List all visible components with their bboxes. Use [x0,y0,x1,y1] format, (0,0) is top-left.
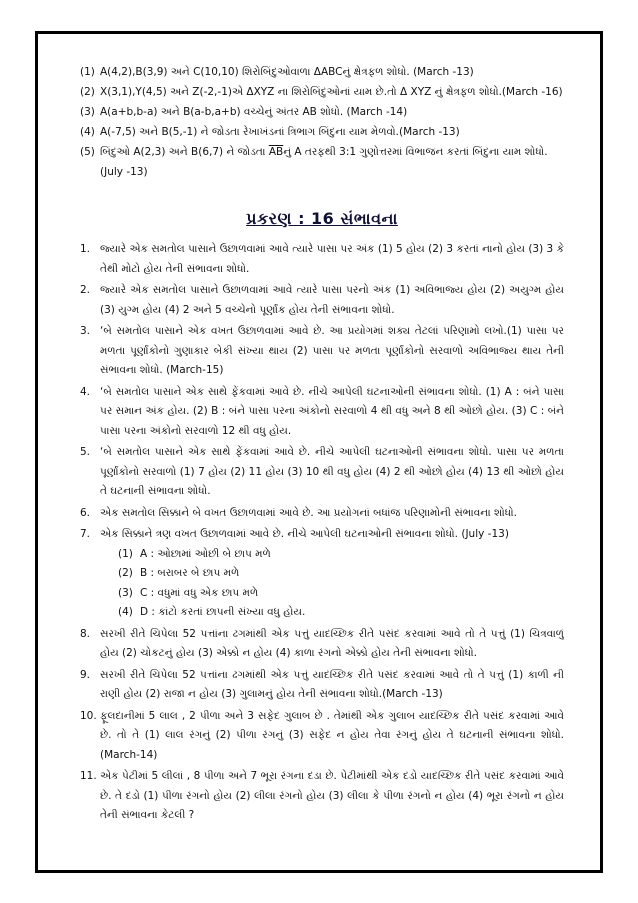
coordinate-question-5 [80,142,564,182]
question-number: 9. [80,668,91,681]
question-11 [80,767,564,826]
question-number: 4. [80,385,91,398]
question-text: A(4,2),B(3,9) અને C(10,10) શિરોબિંદુઓવાળા ΔABCનું ક્ષેત્રફળ શોધો. (March -13) [100,66,474,78]
question-text-before: બિંદુઓ A(2,3) અને B(6,7) ને જોડતા [100,146,269,158]
sub-item-number: (2) [118,567,133,579]
sub-item-text: B : બરાબર બે છાપ મળે [140,567,240,579]
sub-item-number: (3) [118,586,133,599]
question-number: 6. [80,506,91,519]
question-text: ફૂલદાનીમાં 5 લાલ , 2 પીળા અને 3 સફેદ ગુલાબ છે . તેમાંથી એક ગુલાબ યાદચ્છિક રીતે પસંદ કરવામાં આવે છે. તો તે (1) લાલ રંગનું (2) પીળા રંગનું (3) સફેદ ન હોય તેવા રંગનું હોય તે ઘટનાની સંભાવના શોધો. (March-14) [100,709,564,761]
question-2 [80,281,564,320]
question-text: A(a+b,b-a) અને B(a-b,a+b) વચ્ચેનું અંતર AB શોધો. (March -14) [100,106,408,118]
question-9 [80,666,564,705]
question-text: એક પેટીમાં 5 લીલાં , 8 પીળા અને 7 ભૂરા રંગના દડા છે. પેટીમાંથી એક દડો યાદચ્છિક રીતે પસંદ કરવામાં આવે છે. તે દડો (1) પીળા રંગનો હોય (2) લીલા રંગનો હોય (3) લીલા કે પીળા રંગનો ન હોય (4) ભૂરા રંગનો ન હોય તેની સંભાવના કેટલી ? [100,770,564,821]
question-number: 1. [80,243,91,255]
question-number: 7. [80,528,91,540]
chapter-heading-wrap [80,208,564,232]
sub-item-number: (1) [118,547,133,560]
coordinate-question-2 [80,82,564,102]
question-8 [80,625,564,664]
line-segment-ab: $\overline{AB}$ [268,146,284,158]
question-text: એક સમતોલ સિક્કાને બે વખત ઉછાળવામાં આવે છે. આ પ્રયોગનાં બધાંજ પરિણામોની સંભાવના શોધો. [100,506,517,519]
question-7-sub-item-1 [80,545,564,565]
question-text: ‘બે સમતોલ પાસાને એક સાથે ફેંકવામાં આવે છે. નીચે આપેલી ઘટનાઓની સંભાવના શોધો. પાસા પર મળતા પૂર્ણાંકોનો સરવાળો (1) 7 હોય (2) 11 હોય (3) 10 થી વધુ હોય (4) 2 થી ઓછો હોય (4) 13 થી ઓછો હોય તે ઘટનાની સંભાવના શોધો. [100,446,564,497]
question-text: જ્યારે એક સમતોલ પાસાને ઉછાળવામાં આવે ત્યારે પાસા પર અંક (1) 5 હોય (2) 3 કરતાં નાનો હોય (3) 3 કે તેથી મોટો હોય તેની સંભાવના શોધો. [100,243,564,275]
question-text: જ્યારે એક સમતોલ પાસાને ઉછાળવામાં આવે ત્યારે પાસા પરનો અંક (1) અવિભાજ્ય હોય (2) અયુગ્મ હોય (3) યુગ્મ હોય (4) 2 અને 5 વચ્ચેનો પૂર્ણાંક હોય તેની સંભાવના શોધો. [100,284,564,316]
question-number: 2. [80,284,91,296]
coordinate-question-1 [80,62,564,82]
question-number: (4) [80,126,95,138]
sub-item-text: A : ઓછામાં ઓછી બે છાપ મળે [140,547,271,560]
question-text: ‘બે સમતોલ પાસાને એક વખત ઉછાળવામાં આવે છે. આ પ્રયોગમાં શક્ય તેટલાં પરિણામો લખો.(1) પાસા પર મળતા પૂર્ણાંકોનો ગુણાકાર બેકી સંખ્યા થાય (2) પાસા પર મળતા પૂર્ણાંકોનો સરવાળો અવિભાજ્ય થાય તેની સંભાવના શોધો. (March-15) [100,325,564,376]
question-number: (1) [80,66,95,78]
question-text: ‘બે સમતોલ પાસાને એક સાથે ફેંકવામાં આવે છે. નીચે આપેલી ઘટનાઓની સંભાવના શોધો. (1) A : બંને પાસા પર સમાન અંક હોય. (2) B : બંને પાસા પરના અંકોનો સરવાળો 4 થી વધુ અને 8 થી ઓછો હોય. (3) C : બંને પાસા પરના અંકોનો સરવાળો 12 થી વધુ હોય. [100,385,564,437]
question-7-sub-item-2 [80,564,564,584]
question-5 [80,443,564,502]
question-text: A(-7,5) અને B(5,-1) ને જોડતા રેખાખંડનાં ત્રિભાગ બિંદુના યામ મેળવો.(March -13) [100,126,460,138]
question-7 [80,525,564,545]
question-number: (2) [80,86,95,98]
question-number: 11. [80,770,97,782]
question-7-sub-item-4 [80,603,564,623]
question-number: 10. [80,709,97,722]
page-content [80,62,564,866]
question-number: 3. [80,325,91,337]
question-text [100,142,564,182]
question-number: (3) [80,106,95,118]
coordinate-question-3 [80,102,564,122]
question-number: (5) [80,146,95,158]
question-3 [80,322,564,381]
question-number: 5. [80,446,91,458]
question-text: સરખી રીતે ચિપેલા 52 પત્તાંના ઢગમાંથી એક પત્તું યાદચ્છિક રીતે પસંદ કરવામાં આવે તો તે પત્તું (1) ચિત્રવાળું હોય (2) ચોકટનું હોય (3) એક્કો ન હોય (4) કાળા રંગનો એક્કો હોય તેની સંભાવના શોધો. [100,627,564,659]
question-7-sub-item-3 [80,584,564,604]
question-1 [80,240,564,279]
question-text-after: નું A તરફથી 3:1 ગુણોત્તરમાં વિભાજન કરતાં બિંદુના યામ શોધો. (July -13) [100,146,548,178]
probability-question-list [80,240,564,826]
sub-item-text: D : કાંટો કરતાં છાપની સંખ્યા વધુ હોય. [140,606,306,618]
question-text: X(3,1),Y(4,5) અને Z(-2,-1)એ ΔXYZ ના શિરોબિંદુઓનાં યામ છે.તો Δ XYZ નું ક્ષેત્રફળ શોધો.(March -16) [100,86,563,98]
question-10 [80,707,564,766]
question-6 [80,504,564,524]
question-text: સરખી રીતે ચિપેલા 52 પત્તાંના ઢગમાંથી એક પત્તું યાદચ્છિક રીતે પસંદ કરવામાં આવે તો તે પત્તું (1) કાળી ની રાણી હોય (2) રાજા ન હોય (3) ગુલામનું હોય તેની સંભાવના શોધો.(March -13) [100,668,564,700]
coordinate-geometry-list [80,62,564,182]
question-text: એક સિક્કાને ત્રણ વખત ઉછાળવામાં આવે છે. નીચે આપેલી ઘટનાઓની સંભાવના શોધો. (July -13) [100,528,509,540]
coordinate-question-4 [80,122,564,142]
sub-item-number: (4) [118,606,133,618]
question-4 [80,383,564,442]
chapter-heading: પ્રકરણ : 16 સંભાવના [246,209,398,228]
sub-item-text: C : વધુમાં વધુ એક છાપ મળે [140,586,259,599]
question-number: 8. [80,627,91,640]
